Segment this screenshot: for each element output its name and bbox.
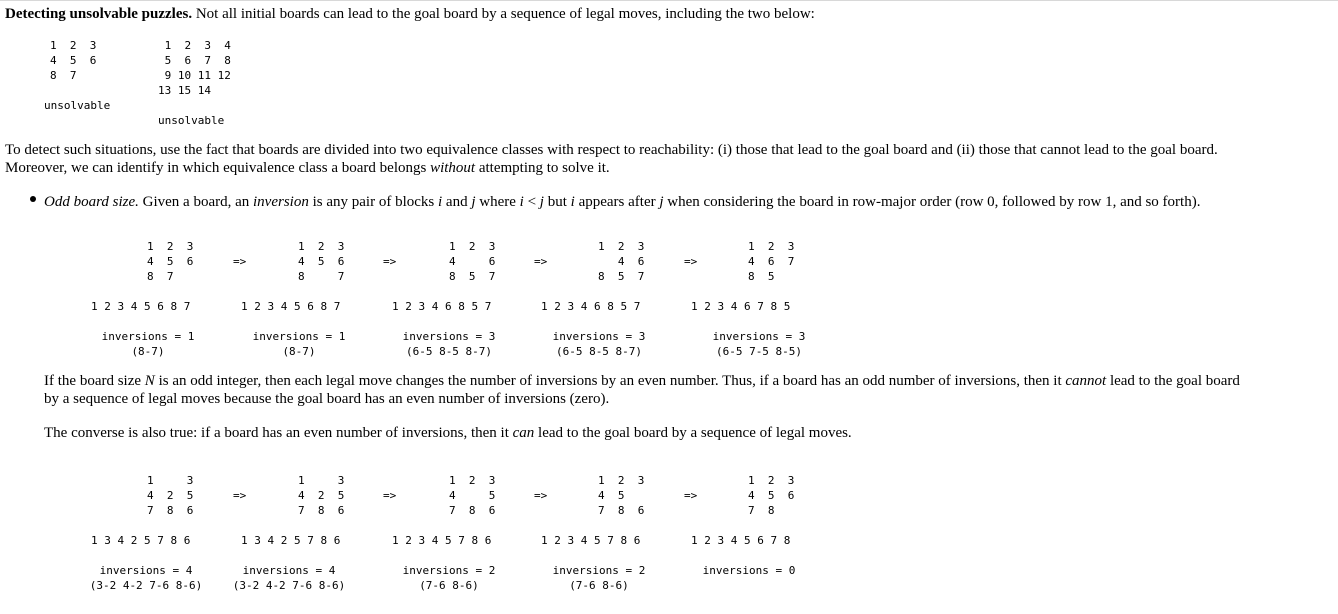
seq2-arrow-2: =>	[383, 489, 397, 502]
seq1-inv-2	[219, 329, 379, 359]
seq2-inv-4	[519, 563, 679, 593]
seq1-board-2: 1 2 3 4 5 6 8 7	[298, 240, 345, 283]
seq1-order-2: 1 2 3 4 5 6 8 7	[241, 300, 341, 313]
seq2-inv-2	[209, 563, 369, 593]
seq1-inv-count-1: inversions = 1	[101, 330, 195, 343]
seq1-inv-count-3: inversions = 3	[402, 330, 496, 343]
seq2-arrow-3: =>	[534, 489, 548, 502]
seq2-order-2: 1 3 4 2 5 7 8 6	[241, 534, 341, 547]
seq1-order-3: 1 2 3 4 6 8 5 7	[392, 300, 492, 313]
odd-s5: but	[543, 194, 571, 210]
seq1-order-4: 1 2 3 4 6 8 5 7	[541, 300, 641, 313]
unsolvable-label-4x4: unsolvable	[158, 114, 225, 127]
odd-para-cannot: cannot	[1065, 373, 1107, 389]
seq2-board-3: 1 2 3 4 5 7 8 6	[449, 474, 496, 517]
converse-b: lead to the goal board by a sequence of legal moves.	[534, 425, 852, 441]
odd-lt: <	[523, 194, 540, 210]
seq1-inv-5	[679, 329, 839, 359]
seq2-inv-count-5: inversions = 0	[702, 564, 796, 577]
converse-can: can	[512, 425, 535, 441]
seq2-inv-pairs-2: (3-2 4-2 7-6 8-6)	[232, 579, 346, 592]
seq2-arrow-4: =>	[684, 489, 698, 502]
top-divider	[0, 0, 1338, 1]
seq1-arrow-3: =>	[534, 255, 548, 268]
odd-var-i3: i	[570, 194, 575, 210]
seq2-board-5: 1 2 3 4 5 6 7 8	[748, 474, 795, 517]
seq2-inv-count-2: inversions = 4	[242, 564, 336, 577]
seq2-board-2: 1 3 4 2 5 7 8 6	[298, 474, 345, 517]
odd-para-a: If the board size	[44, 373, 145, 389]
seq1-board-3: 1 2 3 4 6 8 5 7	[449, 240, 496, 283]
seq2-inv-pairs-4: (7-6 8-6)	[569, 579, 629, 592]
odd-s7: when considering the board in row-major order (row 0, followed by row 1, and so forth).	[663, 194, 1201, 210]
seq1-inv-count-4: inversions = 3	[552, 330, 646, 343]
odd-s6: appears after	[574, 194, 660, 210]
seq1-inv-pairs-5: (6-5 7-5 8-5)	[715, 345, 803, 358]
odd-s4: where	[475, 194, 520, 210]
converse-a: The converse is also true: if a board has an even number of inversions, then it	[44, 425, 513, 441]
odd-var-i2: i	[519, 194, 524, 210]
seq1-inv-1	[68, 329, 228, 359]
seq2-order-5: 1 2 3 4 5 6 7 8	[691, 534, 791, 547]
seq2-inv-pairs-1: (3-2 4-2 7-6 8-6)	[89, 579, 203, 592]
seq1-order-5: 1 2 3 4 6 7 8 5	[691, 300, 791, 313]
seq2-board-1: 1 3 4 2 5 7 8 6	[147, 474, 194, 517]
seq1-inv-pairs-1: (8-7)	[131, 345, 165, 358]
odd-para-n: N	[144, 373, 155, 389]
seq1-board-4: 1 2 3 4 6 8 5 7	[598, 240, 645, 283]
seq2-inv-count-4: inversions = 2	[552, 564, 646, 577]
odd-s2: is any pair of blocks	[308, 194, 438, 210]
bullet-dot	[30, 196, 36, 202]
detect-line-2	[5, 159, 610, 177]
seq2-inv-3	[369, 563, 529, 593]
odd-var-i: i	[437, 194, 443, 210]
seq1-inv-pairs-3: (6-5 8-5 8-7)	[405, 345, 493, 358]
unsolvable-board-3x3: 1 2 3 4 5 6 8 7	[50, 39, 97, 82]
detect-line-2-b: attempting to solve it.	[475, 160, 610, 176]
seq1-inv-count-2: inversions = 1	[252, 330, 346, 343]
seq2-board-4: 1 2 3 4 5 7 8 6	[598, 474, 645, 517]
seq2-order-4: 1 2 3 4 5 7 8 6	[541, 534, 641, 547]
intro-heading: Detecting unsolvable puzzles.	[5, 6, 193, 22]
seq1-inv-pairs-2: (8-7)	[282, 345, 316, 358]
intro-text: Not all initial boards can lead to the goal board by a sequence of legal moves, including the two below:	[192, 6, 815, 22]
seq1-inv-3	[369, 329, 529, 359]
seq1-arrow-4: =>	[684, 255, 698, 268]
odd-para-b: is an odd integer, then each legal move changes the number of inversions by an even number. Thus, if a board has an odd number of inversions, then it	[154, 373, 1066, 389]
odd-bullet-text	[44, 193, 1200, 211]
seq2-inv-5	[669, 563, 829, 578]
detect-line-1: To detect such situations, use the fact that boards are divided into two equivalence classes with respect to reachability: (i) those that lead to the goal board and (ii) those that cannot lead to the goal board.	[5, 142, 1218, 158]
odd-size-line-2: by a sequence of legal moves because the goal board has an even number of inversions (zero).	[44, 391, 610, 407]
odd-s3: and	[442, 194, 472, 210]
unsolvable-label-3x3: unsolvable	[44, 99, 111, 112]
seq2-order-1: 1 3 4 2 5 7 8 6	[91, 534, 191, 547]
intro-paragraph	[5, 5, 815, 23]
seq1-arrow-2: =>	[383, 255, 397, 268]
seq2-inv-1	[66, 563, 226, 593]
unsolvable-board-4x4: 1 2 3 4 5 6 7 8 9 10 11 12 13 15 14	[158, 39, 231, 97]
seq1-arrow-1: =>	[233, 255, 247, 268]
converse-paragraph	[44, 424, 852, 442]
seq1-order-1: 1 2 3 4 5 6 8 7	[91, 300, 191, 313]
odd-var-j: j	[471, 194, 476, 210]
seq1-board-1: 1 2 3 4 5 6 8 7	[147, 240, 194, 283]
odd-var-j2: j	[539, 194, 544, 210]
seq1-board-5: 1 2 3 4 6 7 8 5	[748, 240, 795, 283]
odd-s1: Given a board, an	[138, 194, 254, 210]
detect-without: without	[430, 160, 476, 176]
seq1-inv-count-5: inversions = 3	[712, 330, 806, 343]
odd-size-line-1	[44, 372, 1240, 390]
odd-bullet-title: Odd board size.	[44, 194, 139, 210]
odd-var-j3: j	[659, 194, 664, 210]
odd-para-c: lead to the goal board	[1106, 373, 1240, 389]
seq2-arrow-1: =>	[233, 489, 247, 502]
seq1-inv-pairs-4: (6-5 8-5 8-7)	[555, 345, 643, 358]
detect-line-2-a: Moreover, we can identify in which equivalence class a board belongs	[5, 160, 431, 176]
odd-inversion-term: inversion	[253, 194, 309, 210]
seq2-inv-pairs-3: (7-6 8-6)	[419, 579, 479, 592]
seq1-inv-4	[519, 329, 679, 359]
seq2-order-3: 1 2 3 4 5 7 8 6	[392, 534, 492, 547]
seq2-inv-count-3: inversions = 2	[402, 564, 496, 577]
seq2-inv-count-1: inversions = 4	[99, 564, 193, 577]
